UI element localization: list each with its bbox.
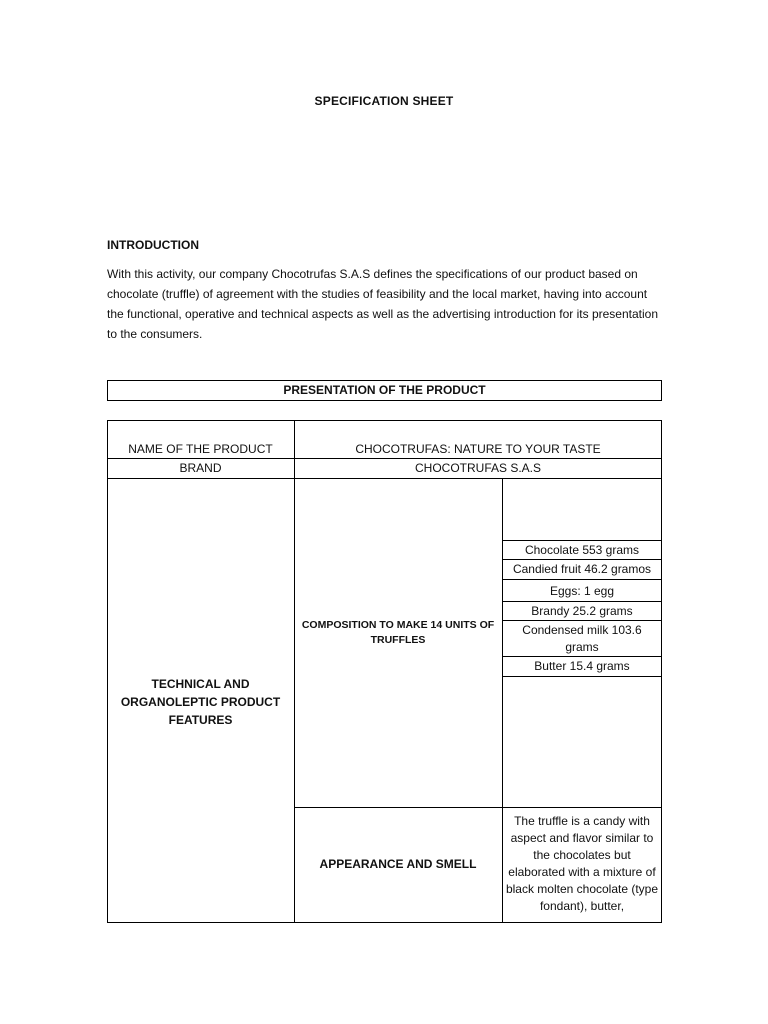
ingredient-item: Chocolate 553 grams	[524, 543, 640, 557]
ingredient-item: Brandy 25.2 grams	[531, 604, 633, 618]
ingredient-item: Candied fruit 46.2 gramos	[512, 562, 652, 576]
table-divider	[107, 478, 662, 479]
table-divider	[294, 420, 295, 923]
brand-value: CHOCOTRUFAS S.A.S	[414, 461, 542, 475]
appearance-label: APPEARANCE AND SMELL	[319, 857, 477, 871]
ingredient-item: Condensed milk 103.6 grams	[522, 623, 642, 654]
introduction-text: With this activity, our company Chocotrufas S.A.S defines the specifications of our product based on chocolate (truffle) of agreement with the studies of feasibility and the local market, having into account the functional, operative and technical aspects as well as the advertising introduction for its presentation to the consumers.	[107, 267, 658, 341]
table-divider	[294, 807, 662, 808]
table-divider	[502, 579, 662, 580]
composition-label: COMPOSITION TO MAKE 14 UNITS OF TRUFFLES	[301, 619, 495, 646]
table-divider	[107, 458, 662, 459]
product-name-value: CHOCOTRUFAS: NATURE TO YOUR TASTE	[355, 442, 601, 456]
table-divider	[502, 620, 662, 621]
table-divider	[502, 601, 662, 602]
features-label: TECHNICAL AND ORGANOLEPTIC PRODUCT FEATURES	[120, 677, 281, 727]
table-divider	[502, 559, 662, 560]
product-name-label: NAME OF THE PRODUCT	[128, 442, 273, 456]
presentation-header-box	[107, 380, 662, 401]
page-title: SPECIFICATION SHEET	[314, 94, 454, 108]
presentation-header: PRESENTATION OF THE PRODUCT	[283, 383, 486, 397]
introduction-heading: INTRODUCTION	[107, 238, 199, 252]
ingredient-item: Butter 15.4 grams	[534, 659, 630, 673]
appearance-text: The truffle is a candy with aspect and flavor similar to the chocolates but elaborated with a mixture of black molten chocolate (type fondant), butter,	[505, 814, 659, 913]
ingredient-item: Eggs: 1 egg	[549, 584, 615, 598]
brand-label: BRAND	[179, 461, 222, 475]
table-divider	[502, 540, 662, 541]
table-divider	[502, 656, 662, 657]
table-divider	[502, 676, 662, 677]
